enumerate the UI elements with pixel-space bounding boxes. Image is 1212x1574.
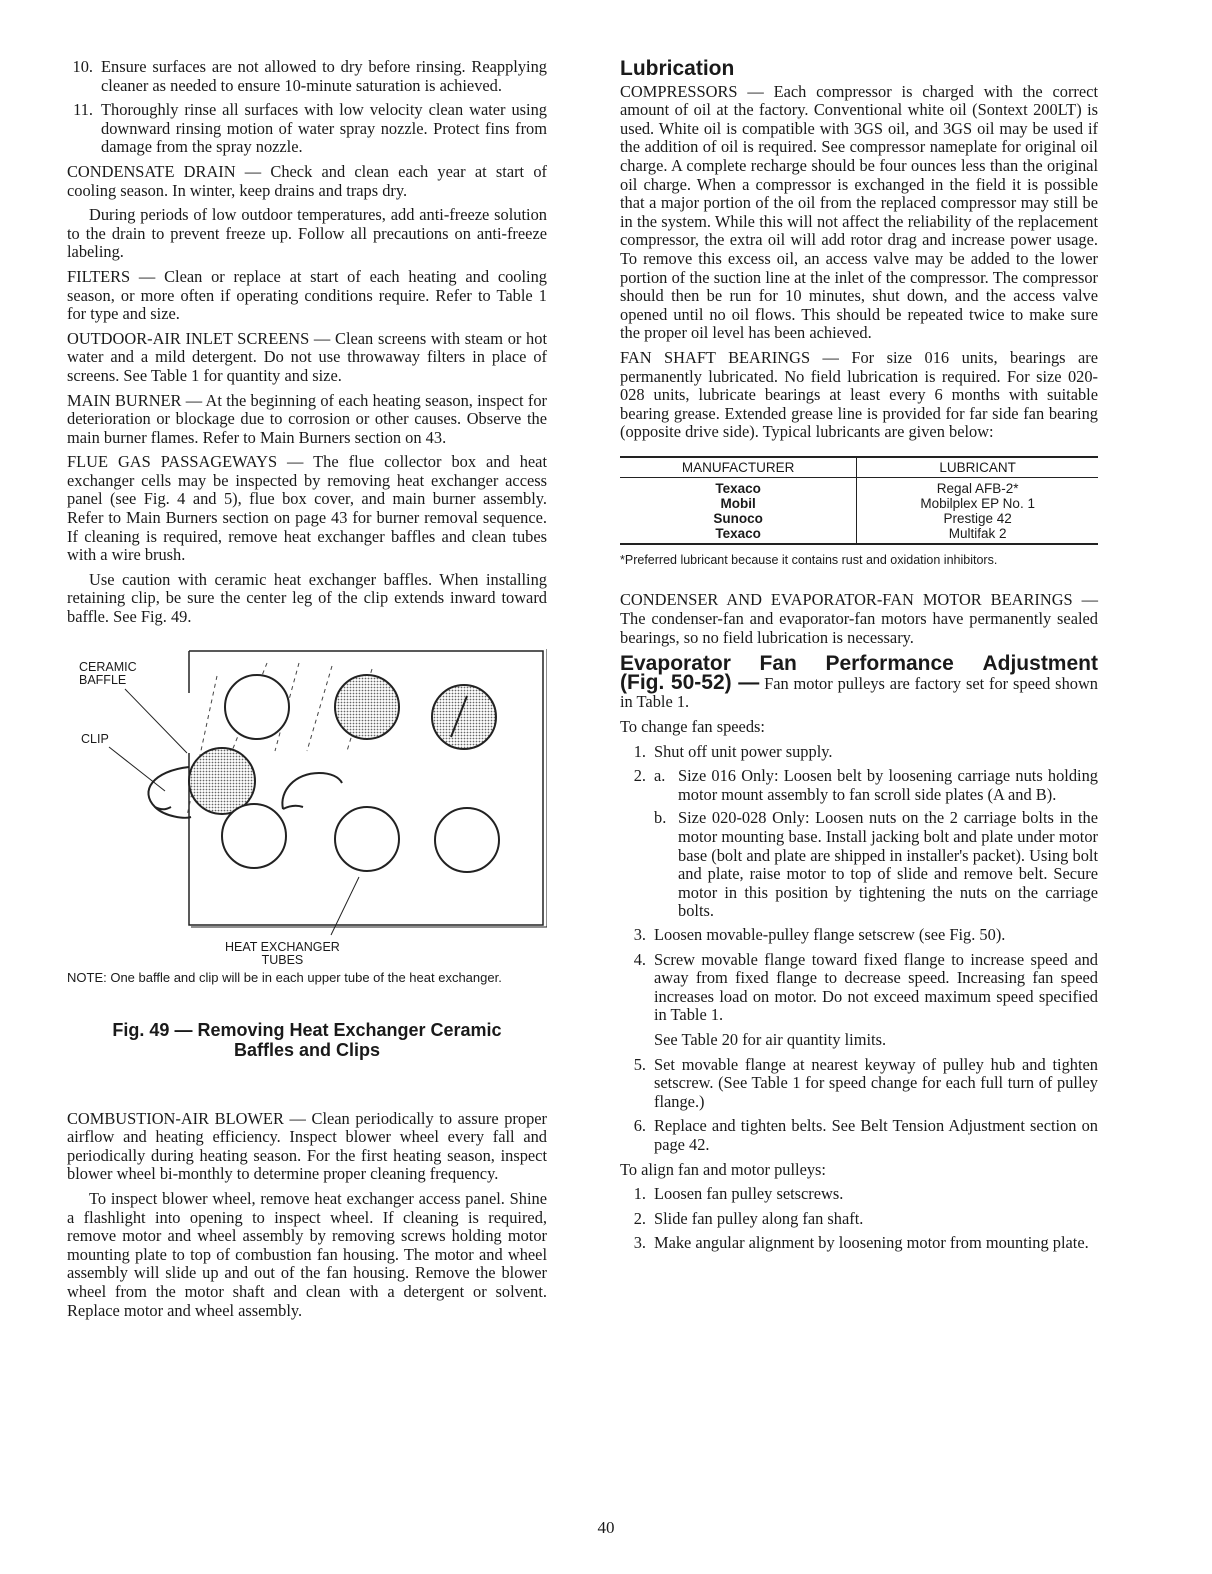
ceramic-baffle-removed: [189, 748, 255, 814]
list-number: 6.: [633, 1116, 646, 1136]
condensate-drain-paragraph: CONDENSATE DRAIN — Check and clean each year at start of cooling season. In winter, keep drains and traps dry.: [67, 161, 547, 200]
right-column: [620, 58, 1098, 1259]
table-cell: Multifak 2: [857, 526, 1098, 544]
list-item: [620, 1210, 1098, 1229]
sub-letter: b.: [654, 808, 667, 828]
list-text: Replace and tighten belts. See Belt Tension Adjustment section on page 42.: [654, 1116, 1098, 1154]
anti-freeze-paragraph: During periods of low outdoor temperatures, add anti-freeze solution to the drain to prevent freeze up. Follow all precautions on anti-freeze labeling.: [67, 205, 547, 262]
figure-note: NOTE: One baffle and clip will be in each upper tube of the heat exchanger.: [67, 969, 502, 985]
table-cell: Texaco: [620, 477, 857, 496]
table-cell: Prestige 42: [943, 510, 1012, 526]
page-number: 40: [597, 1518, 615, 1537]
list-item: [620, 1056, 1098, 1112]
list-text: Loosen fan pulley setscrews.: [654, 1184, 844, 1204]
table-footnote: *Preferred lubricant because it contains rust and oxidation inhibitors.: [620, 552, 998, 567]
label-ceramic-baffle: CERAMIC BAFFLE: [79, 659, 137, 687]
table-cell: Regal AFB-2*: [936, 480, 1019, 496]
table-header: MANUFACTURER: [620, 457, 857, 478]
list-text: Screw movable flange toward fixed flange to increase speed and away from fixed flange to decrease speed. Increasing fan speed increases load on motor. Do not exceed maximum speed specified in Table 1.: [654, 949, 1098, 1025]
blower-inspect-paragraph: To inspect blower wheel, remove heat exchanger access panel. Shine a flashlight into opening to inspect wheel. If cleaning is required, remove motor and wheel assembly by removing screws holding motor mounting plate to top of combustion fan housing. The motor and wheel assembly will slide up and out of the fan housing. Remove the blower wheel from the motor shaft and clean with a detergent or solvent. Replace motor and wheel assembly.: [67, 1189, 547, 1320]
blower-paragraph: COMBUSTION-AIR BLOWER — Clean periodically to assure proper airflow and heating efficiency. Inspect blower wheel every fall and periodically during heating season. For the first heating season, inspect blower wheel bi-monthly to determine proper cleaning frequency.: [67, 1108, 547, 1184]
list-item: [67, 58, 547, 95]
list-item: [620, 951, 1098, 1025]
compressors-paragraph: COMPRESSORS — Each compressor is charged with the correct amount of oil at the factory. Conventional white oil (Sontext 200LT) is used. White oil is compatible with 3GS oil, and 3GS oil may be used if the addition of oil is required. See compressor nameplate for original oil charge. A complete recharge should be four ounces less than the original oil charge. When a compressor is exchanged in the field it is possible that a major portion of the oil from the replaced compressor may still be in the system. While this will not affect the reliability of the replacement compressor, the extra oil will add rotor drag and increase power usage. To remove this excess oil, an access valve may be added to the lower portion of the suction line at the inlet of the compressor. The compressor should then be run for 10 minutes, shut down, and the access valve opened until no oil flows. This should be repeated twice to make sure the proper oil level has been achieved.: [620, 81, 1098, 343]
flue-gas-paragraph: FLUE GAS PASSAGEWAYS — The flue collector box and heat exchanger cells may be inspected by removing heat exchanger access panel (see Fig. 4 and 5), flue box cover, and main burner assembly. Refer to Main Burners section on page 43 for burner removal sequence. If cleaning is required, remove heat exchanger baffles and clean tubes with a wire brush.: [67, 452, 547, 565]
condenser-motor-paragraph: CONDENSER AND EVAPORATOR-FAN MOTOR BEARINGS — The condenser-fan and evaporator-fan motors have permanently sealed bearings, so no field lubrication is necessary.: [620, 590, 1098, 647]
list-text: Loosen movable-pulley flange setscrew (see Fig. 50).: [654, 924, 1006, 944]
table-row: [620, 511, 1098, 526]
table-header: LUBRICANT: [857, 457, 1098, 478]
list-item: [620, 1185, 1098, 1204]
list-text: Set movable flange at nearest keyway of pulley hub and tighten setscrew. (See Table 1 for speed change for each full turn of pulley flange.): [654, 1054, 1098, 1111]
list-text: Make angular alignment by loosening motor from mounting plate.: [654, 1233, 1089, 1253]
list-item: [620, 1234, 1098, 1253]
change-speed-intro: To change fan speeds:: [620, 717, 765, 737]
list-item: [620, 743, 1098, 762]
list-number: 3.: [633, 924, 646, 944]
align-intro: To align fan and motor pulleys:: [620, 1159, 826, 1179]
list-number: 11.: [73, 100, 93, 120]
outdoor-air-screens-paragraph: OUTDOOR-AIR INLET SCREENS — Clean screens with steam or hot water and a mild detergent. Do not use throwaway filters in place of screens. See Table 1 for quantity and size.: [67, 328, 547, 385]
list-item: [620, 1117, 1098, 1154]
evaporator-heading: Evaporator Fan Performance Adjustment: [620, 652, 1098, 676]
main-burner-paragraph: MAIN BURNER — At the beginning of each heating season, inspect for deterioration or blockage due to corrosion or other causes. Observe the main burner flames. Refer to Main Burners section on 43.: [67, 390, 547, 447]
ceramic-caution-paragraph: Use caution with ceramic heat exchanger baffles. When installing retaining clip, be sure the center leg of the clip extends inward toward baffle. See Fig. 49.: [67, 569, 547, 627]
list-text: Shut off unit power supply.: [654, 741, 833, 761]
sub-text: Size 016 Only: Loosen belt by loosening carriage nuts holding motor mount assembly to fan scroll side plates (A and B).: [678, 766, 1098, 804]
filters-paragraph: FILTERS — Clean or replace at start of each heating and cooling season, or more often if operating conditions require. Refer to Table 1 for type and size.: [67, 266, 547, 324]
clip-center: [282, 773, 342, 809]
table-cell: Sunoco: [620, 511, 857, 526]
lubricant-table: [620, 456, 1098, 545]
list-item: [620, 767, 1098, 804]
list-number: 1.: [633, 1184, 646, 1204]
tube-lower-right: [435, 808, 499, 872]
evaporator-fig-ref: (Fig. 50-52) —: [620, 670, 760, 694]
label-clip: CLIP: [81, 731, 109, 746]
tube-lower-left: [222, 804, 286, 868]
list-item: [67, 101, 547, 157]
list-number: 2.: [633, 1208, 646, 1228]
list-number: 10.: [72, 57, 93, 76]
fig49-figure: [67, 641, 547, 1006]
tube-lower-middle: [335, 807, 399, 871]
table-cell: Texaco: [620, 526, 857, 544]
sub-text: Size 020-028 Only: Loosen nuts on the 2 carriage bolts in the motor mounting base. Install jacking bolt and plate under motor base (bolt and plate are shipped in installer's packet). Using bolt and plate, raise motor to top of slide and remove belt. Secure motor in this position by tightening the nuts on the carriage bolts.: [678, 808, 1098, 921]
air-quantity-note: See Table 20 for air quantity limits.: [654, 1029, 887, 1049]
sub-list-item: [654, 809, 1098, 921]
table-row: [620, 496, 1098, 511]
label-heat-exchanger-tubes: HEAT EXCHANGER TUBES: [225, 939, 340, 967]
list-text: Ensure surfaces are not allowed to dry before rinsing. Reapplying cleaner as needed to ensure 10-minute saturation is achieved.: [101, 57, 547, 95]
lubrication-heading: Lubrication: [620, 57, 735, 80]
tube-upper-left: [225, 675, 289, 739]
clip-left: [148, 767, 191, 818]
evaporator-intro-text: Fan motor pulleys are factory set for speed shown in Table 1.: [620, 673, 1098, 712]
table-cell: Mobil: [620, 496, 857, 511]
left-column: [67, 58, 547, 1326]
table-row: [620, 526, 1098, 544]
list-text: Thoroughly rinse all surfaces with low velocity clean water using downward rinsing motion of water spray nozzle. Protect fins from damage from the spray nozzle.: [101, 100, 547, 157]
tube-upper-middle-baffle: [335, 675, 399, 739]
evaporator-intro: [620, 670, 1098, 712]
list-number: 3.: [633, 1233, 646, 1253]
fan-shaft-bearings-paragraph: FAN SHAFT BEARINGS — For size 016 units, bearings are permanently lubricated. No field lubrication is required. For size 020-028 units, lubricate bearings at least every 6 months with suitable bearing grease. Extended grease line is provided for far side fan bearing (opposite drive side). Typical lubricants are given below:: [620, 347, 1098, 442]
tube-upper-right-baffle: [432, 685, 496, 749]
list-number: 4.: [633, 949, 646, 969]
sub-letter: a.: [654, 766, 666, 786]
table-row: [620, 477, 1098, 496]
list-number: 5.: [633, 1054, 646, 1074]
list-item: [620, 926, 1098, 945]
list-number: 1.: [633, 741, 646, 761]
heat-exchanger-diagram: [67, 641, 547, 951]
figure-caption: Fig. 49 — Removing Heat Exchanger Ceramic Baffles and Clips: [112, 1019, 502, 1060]
table-cell: Mobilplex EP No. 1: [920, 495, 1035, 511]
list-text: Slide fan pulley along fan shaft.: [654, 1208, 864, 1228]
list-number: 2.: [633, 766, 646, 786]
